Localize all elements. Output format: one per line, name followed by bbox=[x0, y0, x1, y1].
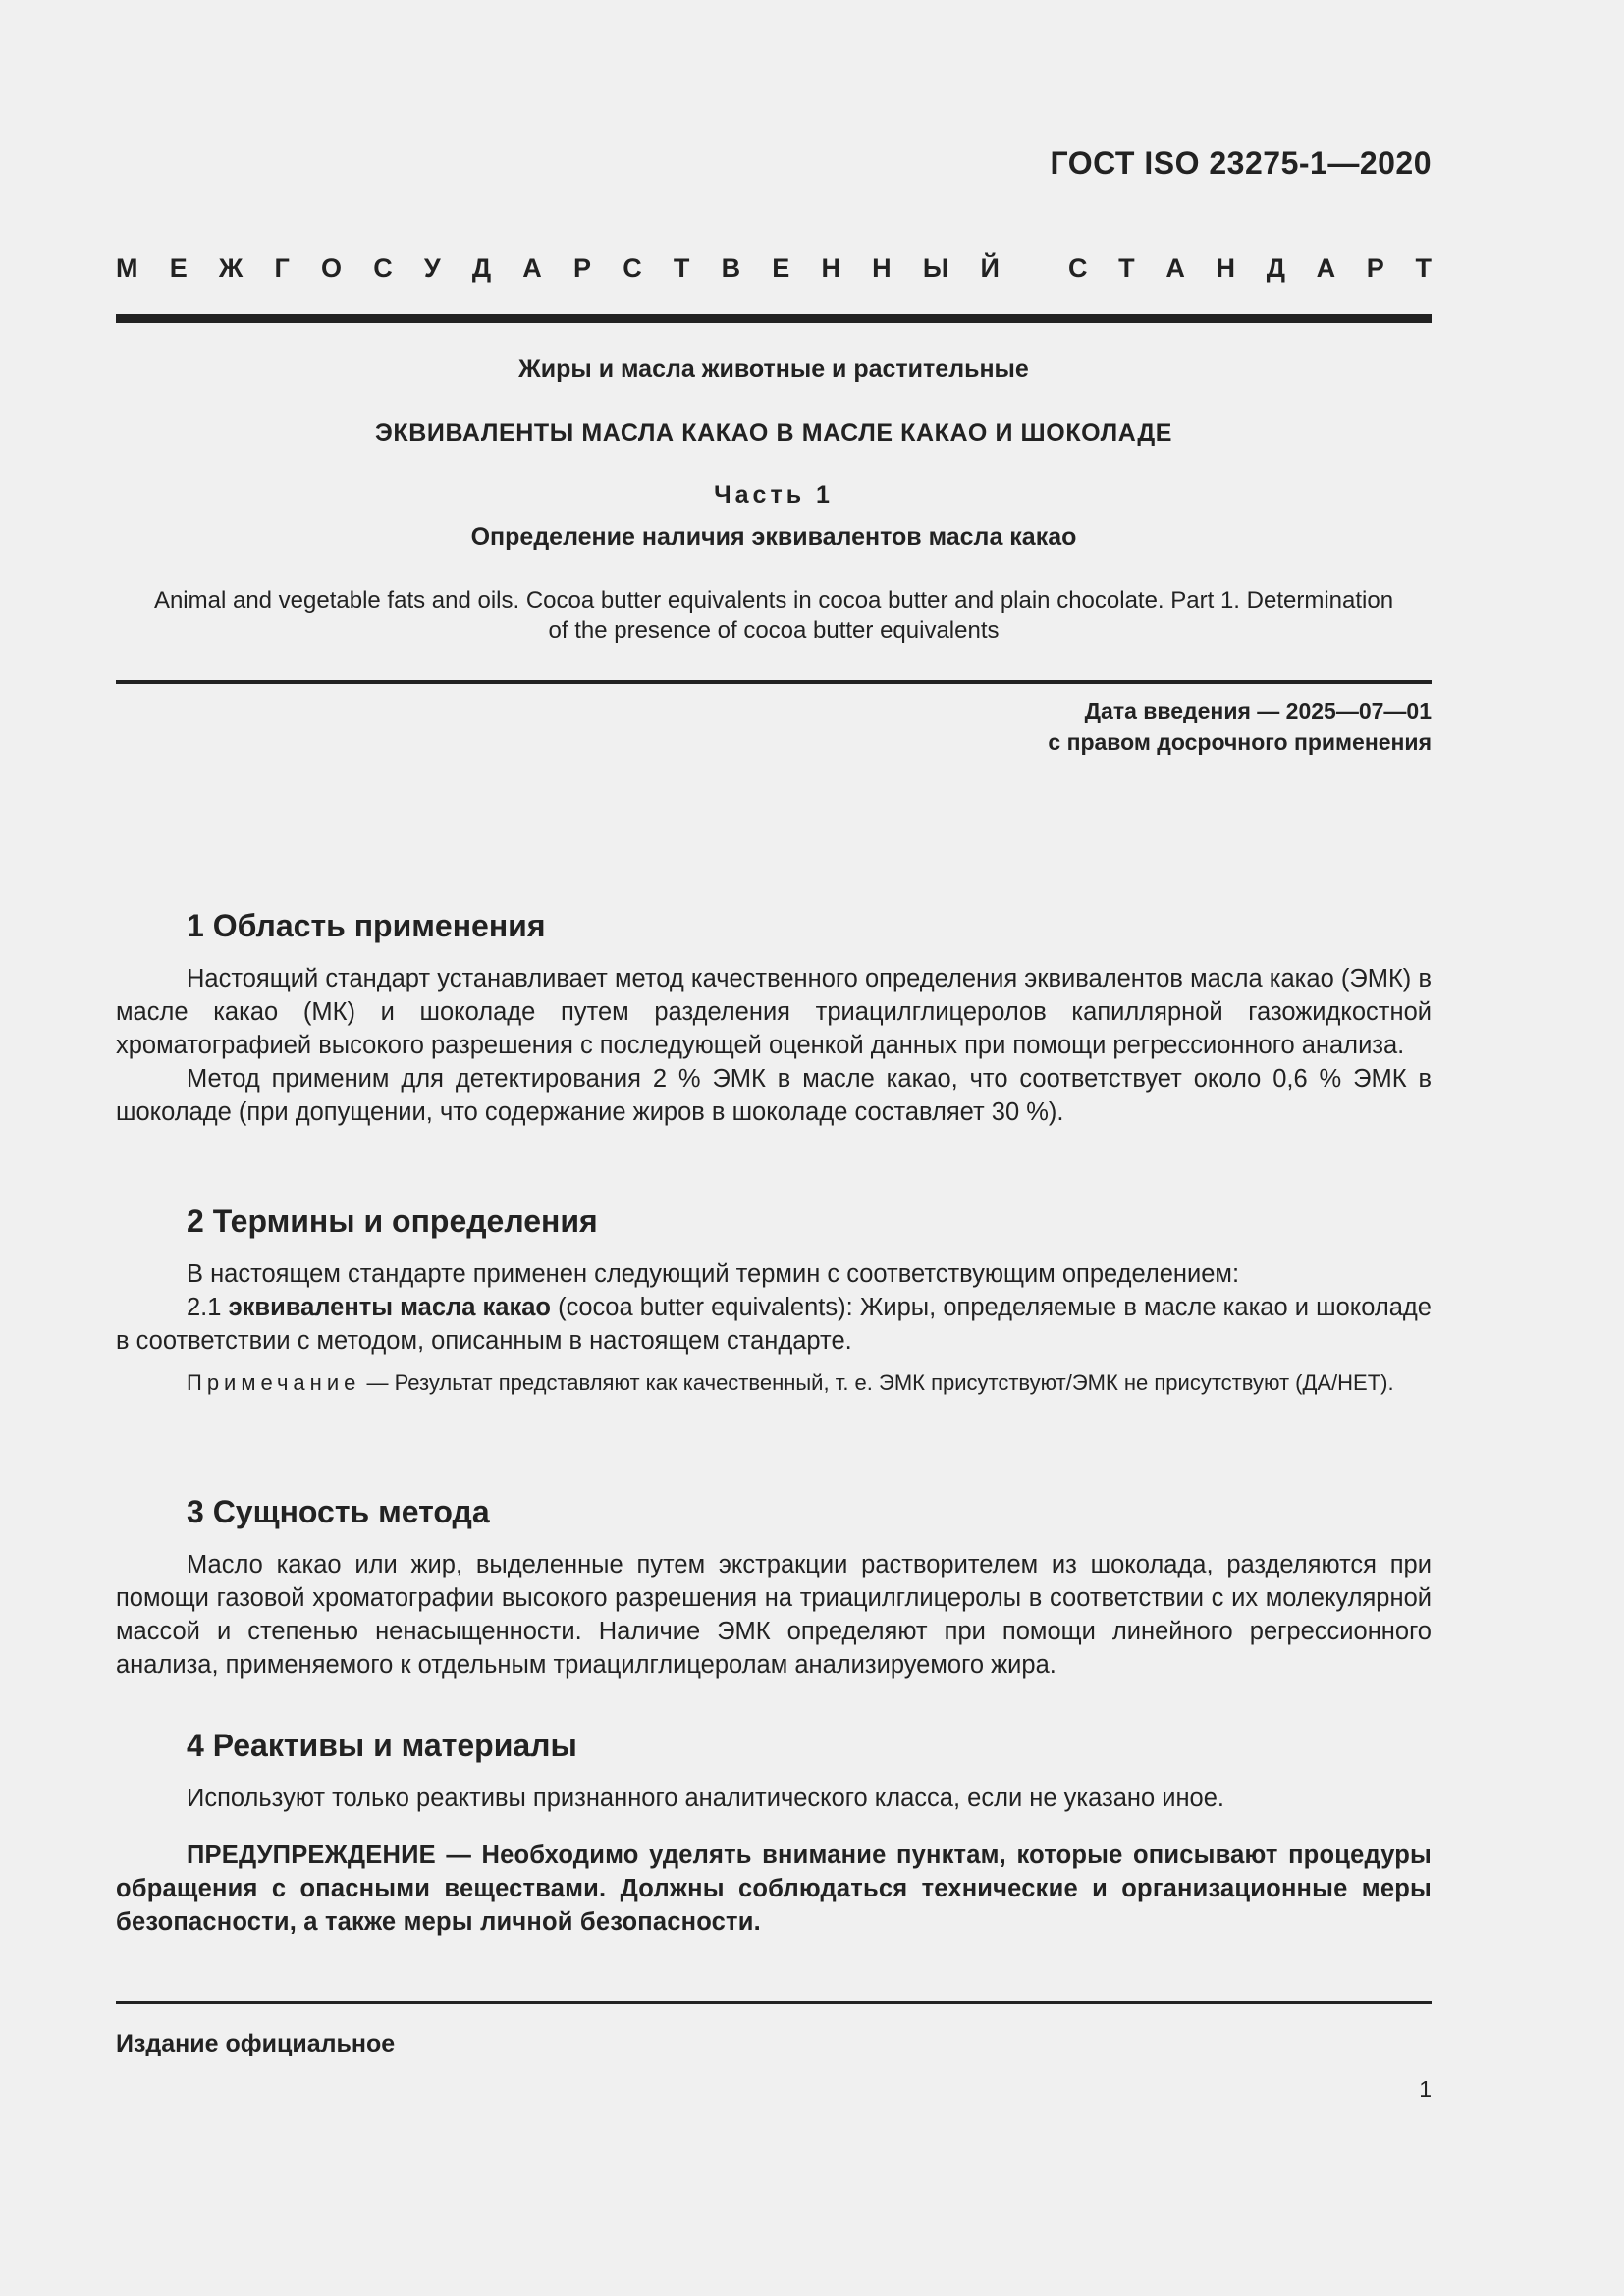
early-application-line: с правом досрочного применения bbox=[1048, 729, 1432, 755]
english-title bbox=[116, 585, 1432, 646]
english-title-line-1: Animal and vegetable fats and oils. Cocoa butter equivalents in cocoa butter and plain chocolate. Part 1. Determination bbox=[153, 587, 1394, 614]
paragraph: Метод применим для детектирования 2 % ЭМК в масле какао, что соответствует около 0,6 % ЭМК в шоколаде (при допущении, что содержание жиров в шоколаде составляет 30 %). bbox=[116, 1065, 1432, 1126]
banner-letter: Й bbox=[980, 253, 1000, 283]
banner-letter: Н bbox=[821, 253, 840, 283]
paragraph: Настоящий стандарт устанавливает метод качественного определения эквивалентов масла какао (ЭМК) в масле какао (МК) и шоколаде путем разделения триацилглицеролов капиллярной газожидкостной хроматографией высокого разрешения с последующей оценкой данных при помощи регрессионного анализа. bbox=[116, 965, 1432, 1059]
title-rule bbox=[116, 680, 1432, 684]
note-text: — Результат представляют как качественный, т. е. ЭМК присутствуют/ЭМК не присутствуют (ДА/НЕТ). bbox=[360, 1370, 1394, 1395]
document-page bbox=[116, 0, 1432, 2296]
title-subtitle: Определение наличия эквивалентов масла какао bbox=[470, 523, 1077, 551]
official-edition: Издание официальное bbox=[116, 2030, 396, 2057]
banner-letter: А bbox=[1165, 253, 1185, 283]
term-definition-text: (cocoa butter equivalents): Жиры, определяемые в масле какао и шоколаде в соответствии с методом, описанным в настоящем стандарте. bbox=[116, 1294, 1432, 1355]
title-line-2: ЭКВИВАЛЕНТЫ МАСЛА КАКАО В МАСЛЕ КАКАО И ШОКОЛАДЕ bbox=[374, 419, 1173, 447]
english-title-line-2: of the presence of cocoa butter equivalents bbox=[548, 617, 1000, 644]
banner-word-standard bbox=[1068, 253, 1432, 284]
header-rule bbox=[116, 314, 1432, 323]
banner-letter: В bbox=[721, 253, 741, 283]
banner-letter: Г bbox=[274, 253, 290, 283]
banner-letter: Е bbox=[772, 253, 790, 283]
note-label: Примечание bbox=[187, 1370, 361, 1395]
banner-letter: А bbox=[1316, 253, 1336, 283]
banner-letter: Е bbox=[169, 253, 188, 283]
banner-letter: М bbox=[116, 253, 138, 283]
date-line: Дата введения — 2025—07—01 bbox=[1084, 698, 1432, 723]
section-2 bbox=[116, 1203, 1432, 1398]
banner-letter: Р bbox=[572, 253, 591, 283]
term-definition bbox=[116, 1291, 1432, 1358]
banner-letter: Т bbox=[673, 253, 690, 283]
paragraph: В настоящем стандарте применен следующий термин с соответствующим определением: bbox=[187, 1260, 1240, 1288]
banner-letter: Д bbox=[471, 253, 492, 283]
section-heading: 1 Область применения bbox=[187, 908, 546, 943]
banner-letter: С bbox=[1068, 253, 1088, 283]
section-4 bbox=[116, 1728, 1432, 1939]
banner-letter: Ж bbox=[218, 253, 244, 283]
banner-letter: Н bbox=[872, 253, 892, 283]
standard-banner bbox=[116, 253, 1432, 284]
banner-letter: А bbox=[522, 253, 542, 283]
section-heading: 2 Термины и определения bbox=[187, 1203, 598, 1239]
section-3 bbox=[116, 1494, 1432, 1682]
banner-letter: С bbox=[373, 253, 393, 283]
banner-letter: Н bbox=[1216, 253, 1236, 283]
banner-letter: С bbox=[623, 253, 642, 283]
banner-letter: Р bbox=[1366, 253, 1384, 283]
page-number: 1 bbox=[1419, 2076, 1432, 2102]
introduction-date bbox=[1048, 695, 1432, 758]
title-part: Часть 1 bbox=[714, 481, 834, 508]
banner-letter: Ы bbox=[922, 253, 949, 283]
section-1 bbox=[116, 908, 1432, 1129]
section-heading: 4 Реактивы и материалы bbox=[187, 1728, 577, 1763]
banner-letter: Т bbox=[1415, 253, 1432, 283]
warning: ПРЕДУПРЕЖДЕНИЕ — Необходимо уделять внимание пунктам, которые описывают процедуры обращения с опасными веществами. Должны соблюдаться технические и организационные меры безопасности, а также меры личной безопасности. bbox=[116, 1842, 1432, 1936]
footer-rule bbox=[116, 2001, 1432, 2004]
title-line-1: Жиры и масла животные и растительные bbox=[518, 355, 1029, 383]
paragraph: Используют только реактивы признанного аналитического класса, если не указано иное. bbox=[187, 1785, 1225, 1812]
term: эквиваленты масла какао bbox=[228, 1294, 551, 1321]
banner-letter: О bbox=[320, 253, 342, 283]
banner-letter: Т bbox=[1118, 253, 1135, 283]
section-heading: 3 Сущность метода bbox=[187, 1494, 490, 1529]
note bbox=[116, 1367, 1432, 1398]
banner-word-interstate bbox=[116, 253, 1000, 284]
term-number: 2.1 bbox=[187, 1294, 229, 1321]
banner-letter: Д bbox=[1266, 253, 1285, 283]
paragraph: Масло какао или жир, выделенные путем экстракции растворителем из шоколада, разделяются при помощи газовой хроматографии высокого разрешения на триацилглицеролы в соответствии с их молекулярной массой и степенью ненасыщенности. Наличие ЭМК определяют при помощи линейного регрессионного анализа, применяемого к отдельным триацилглицеролам анализируемого жира. bbox=[116, 1551, 1432, 1679]
standard-designation: ГОСТ ISO 23275-1—2020 bbox=[1050, 145, 1432, 181]
banner-letter: У bbox=[423, 253, 441, 283]
